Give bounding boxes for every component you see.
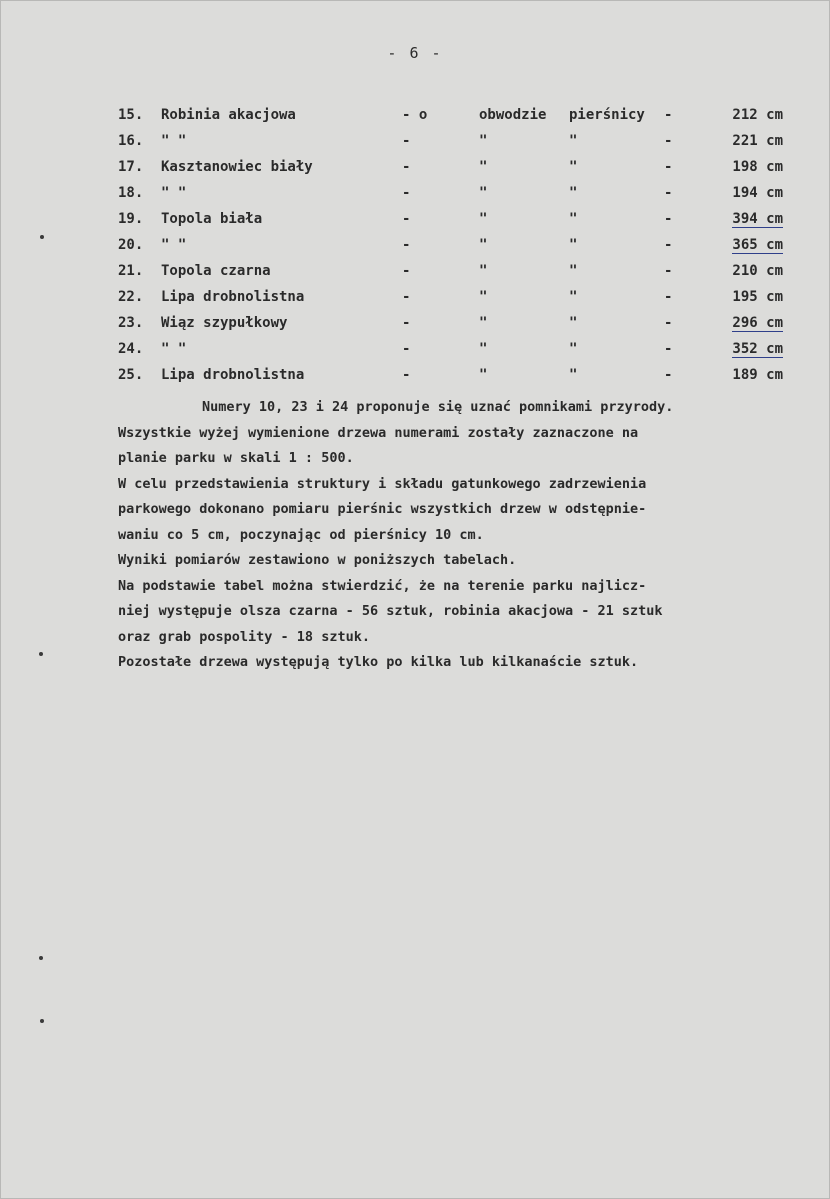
measure-label: "	[479, 237, 488, 253]
tree-number: 21.	[118, 263, 144, 279]
text-line: Na podstawie tabel można stwierdzić, że na terenie parku najlicz-	[118, 577, 647, 594]
text-line: Wyniki pomiarów zestawiono w poniższych tabelach.	[118, 552, 517, 568]
row-dash: -	[402, 185, 411, 201]
circumference-value: 189 cm	[732, 367, 783, 383]
tree-number: 22.	[118, 289, 144, 305]
tree-number: 25.	[118, 367, 144, 383]
text-line: oraz grab pospolity - 18 sztuk.	[118, 628, 370, 645]
measure-label: "	[569, 185, 578, 201]
tree-row	[118, 157, 783, 183]
circumference-value: 194 cm	[732, 185, 783, 201]
measure-label: "	[479, 315, 488, 331]
tree-row	[118, 183, 783, 209]
text-line: Pozostałe drzewa występują tylko po kilka lub kilkanaście sztuk.	[118, 654, 639, 670]
text-line: niej występuje olsza czarna - 56 sztuk, robinia akacjowa - 21 sztuk	[118, 603, 663, 619]
row-dash: -	[664, 107, 673, 123]
tree-species: " "	[161, 237, 187, 253]
tree-species: " "	[161, 341, 187, 357]
measure-label: "	[479, 159, 488, 175]
circumference-value: 198 cm	[732, 159, 783, 175]
row-dash: -	[664, 315, 673, 331]
text-line: planie parku w skali 1 : 500.	[118, 450, 354, 466]
tree-number: 20.	[118, 237, 144, 253]
tree-species: Lipa drobnolistna	[161, 289, 305, 305]
tree-species: Kasztanowiec biały	[161, 159, 313, 175]
tree-species: Wiąz szypułkowy	[161, 315, 288, 331]
text-line: parkowego dokonano pomiaru pierśnic wszystkich drzew w odstępnie-	[118, 501, 647, 517]
row-dash: -	[664, 185, 673, 201]
tree-row	[118, 131, 783, 157]
measure-label: pierśnicy	[569, 107, 645, 123]
tree-number: 23.	[118, 315, 144, 331]
measure-label: "	[569, 315, 578, 331]
tree-species: Robinia akacjowa	[161, 107, 296, 123]
row-dash: -	[664, 133, 673, 149]
measure-label: "	[569, 263, 578, 279]
tree-row	[118, 209, 783, 235]
tree-number: 24.	[118, 341, 144, 357]
tree-row	[118, 365, 783, 391]
measure-label: "	[479, 211, 488, 227]
row-dash: -	[402, 289, 411, 305]
tree-row	[118, 287, 783, 313]
row-dash: -	[664, 237, 673, 253]
row-dash: -	[664, 159, 673, 175]
row-dash: -	[402, 237, 411, 253]
text-line: Numery 10, 23 i 24 proponuje się uznać pomnikami przyrody.	[202, 399, 674, 415]
tree-row	[118, 261, 783, 287]
circumference-value: 296 cm	[732, 315, 783, 331]
measure-label: "	[569, 211, 578, 227]
row-dash: -	[664, 341, 673, 357]
margin-punch-dot	[40, 235, 44, 239]
measure-label: "	[479, 367, 488, 383]
circumference-value: 352 cm	[732, 341, 783, 357]
row-dash: -	[664, 263, 673, 279]
body-text	[118, 395, 798, 676]
page-number: - 6 -	[387, 44, 443, 62]
text-line: W celu przedstawienia struktury i składu gatunkowego zadrzewienia	[118, 475, 647, 492]
margin-punch-dot	[39, 652, 43, 656]
tree-number: 16.	[118, 133, 144, 149]
measure-label: "	[569, 133, 578, 149]
tree-row	[118, 235, 783, 261]
circumference-value: 365 cm	[732, 237, 783, 253]
measure-label: "	[479, 341, 488, 357]
circumference-value: 394 cm	[732, 211, 783, 227]
tree-number: 17.	[118, 159, 144, 175]
circumference-value: 210 cm	[732, 263, 783, 279]
tree-number: 18.	[118, 185, 144, 201]
row-dash: -	[664, 211, 673, 227]
measure-label: "	[479, 263, 488, 279]
row-dash: -	[402, 159, 411, 175]
measure-label: "	[479, 133, 488, 149]
tree-number: 15.	[118, 107, 144, 123]
measure-label: "	[569, 237, 578, 253]
row-dash: -	[402, 263, 411, 279]
measure-label: "	[569, 341, 578, 357]
tree-species: Lipa drobnolistna	[161, 367, 305, 383]
tree-species: " "	[161, 185, 187, 201]
measure-label: "	[479, 289, 488, 305]
measure-label: "	[479, 185, 488, 201]
row-dash: -	[402, 341, 411, 357]
margin-punch-dot	[39, 956, 43, 960]
tree-species: Topola biała	[161, 211, 263, 227]
measure-label: "	[569, 289, 578, 305]
measure-label: "	[569, 159, 578, 175]
row-dash: -	[664, 367, 673, 383]
circumference-value: 195 cm	[732, 289, 783, 305]
tree-row	[118, 339, 783, 365]
tree-list	[118, 105, 783, 391]
margin-punch-dot	[40, 1019, 44, 1023]
tree-species: " "	[161, 133, 187, 149]
row-dash: -	[402, 133, 411, 149]
tree-row	[118, 313, 783, 339]
measure-label: "	[569, 367, 578, 383]
tree-row	[118, 105, 783, 131]
row-dash: -	[664, 289, 673, 305]
text-line: waniu co 5 cm, poczynając od pierśnicy 10 cm.	[118, 526, 484, 543]
circumference-value: 212 cm	[732, 107, 783, 123]
measure-label: obwodzie	[479, 107, 547, 123]
row-dash: -	[402, 367, 411, 383]
row-dash: -	[402, 211, 411, 227]
row-dash: -	[402, 315, 411, 331]
text-line: Wszystkie wyżej wymienione drzewa numerami zostały zaznaczone na	[118, 424, 639, 441]
row-dash: - o	[402, 107, 428, 123]
circumference-value: 221 cm	[732, 133, 783, 149]
tree-species: Topola czarna	[161, 263, 271, 279]
tree-number: 19.	[118, 211, 144, 227]
